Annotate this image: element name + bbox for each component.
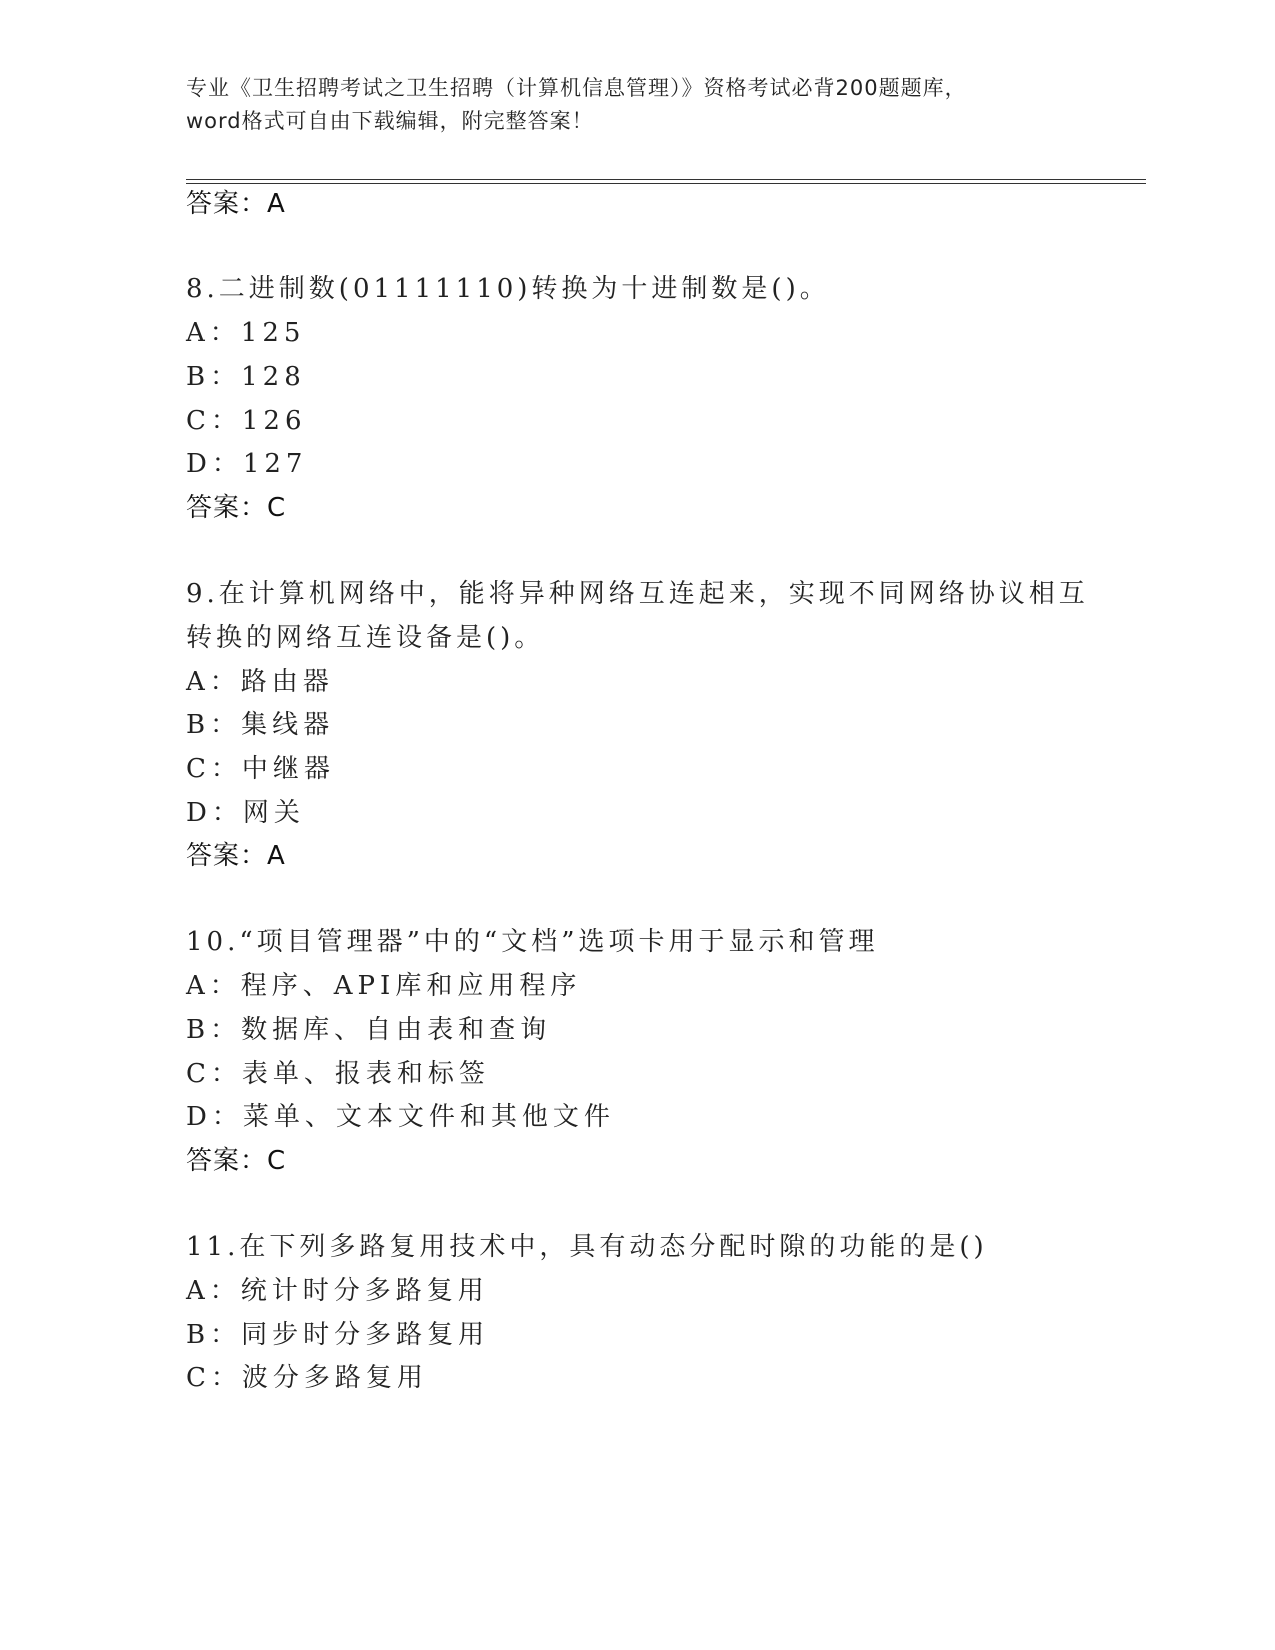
question-10-option-c: C：表单、报表和标签 [186, 1059, 490, 1089]
question-9-option-b: B：集线器 [186, 710, 335, 740]
question-10-option-a: A：程序、API库和应用程序 [186, 971, 582, 1001]
question-9-text-line-1: 9.在计算机网络中，能将异种网络互连起来，实现不同网络协议相互 [186, 579, 1089, 609]
header-title-line-2: word格式可自由下载编辑，附完整答案！ [186, 109, 594, 133]
question-9-option-d: D：网关 [186, 798, 305, 828]
question-9-option-a: A：路由器 [186, 667, 334, 697]
question-10-option-d: D：菜单、文本文件和其他文件 [186, 1102, 615, 1132]
question-8-answer: 答案：C [186, 493, 287, 523]
header-divider-bottom [186, 183, 1146, 184]
question-10-answer: 答案：C [186, 1146, 287, 1176]
question-11-option-b: B：同步时分多路复用 [186, 1320, 490, 1350]
question-8-option-b: B：128 [186, 362, 306, 392]
question-10-option-b: B：数据库、自由表和查询 [186, 1015, 552, 1045]
header-divider-top [186, 179, 1146, 180]
question-8-option-a: A：125 [186, 318, 306, 348]
question-8-text: 8.二进制数(01111110)转换为十进制数是()。 [186, 274, 830, 304]
question-10-text: 10.“项目管理器”中的“文档”选项卡用于显示和管理 [186, 927, 879, 957]
question-9-text-line-2: 转换的网络互连设备是()。 [186, 623, 545, 653]
question-11-option-a: A：统计时分多路复用 [186, 1276, 489, 1306]
question-11-option-c: C：波分多路复用 [186, 1363, 428, 1393]
question-8-option-d: D：127 [186, 449, 308, 479]
document-header [186, 72, 1086, 138]
question-8-option-c: C：126 [186, 406, 307, 436]
question-9-option-c: C：中继器 [186, 754, 335, 784]
question-11-text: 11.在下列多路复用技术中，具有动态分配时隙的功能的是() [186, 1232, 988, 1262]
answer-prev: 答案：A [186, 189, 286, 219]
question-9-answer: 答案：A [186, 841, 286, 871]
header-title-line-1: 专业《卫生招聘考试之卫生招聘（计算机信息管理）》资格考试必背200题题库， [186, 76, 967, 100]
